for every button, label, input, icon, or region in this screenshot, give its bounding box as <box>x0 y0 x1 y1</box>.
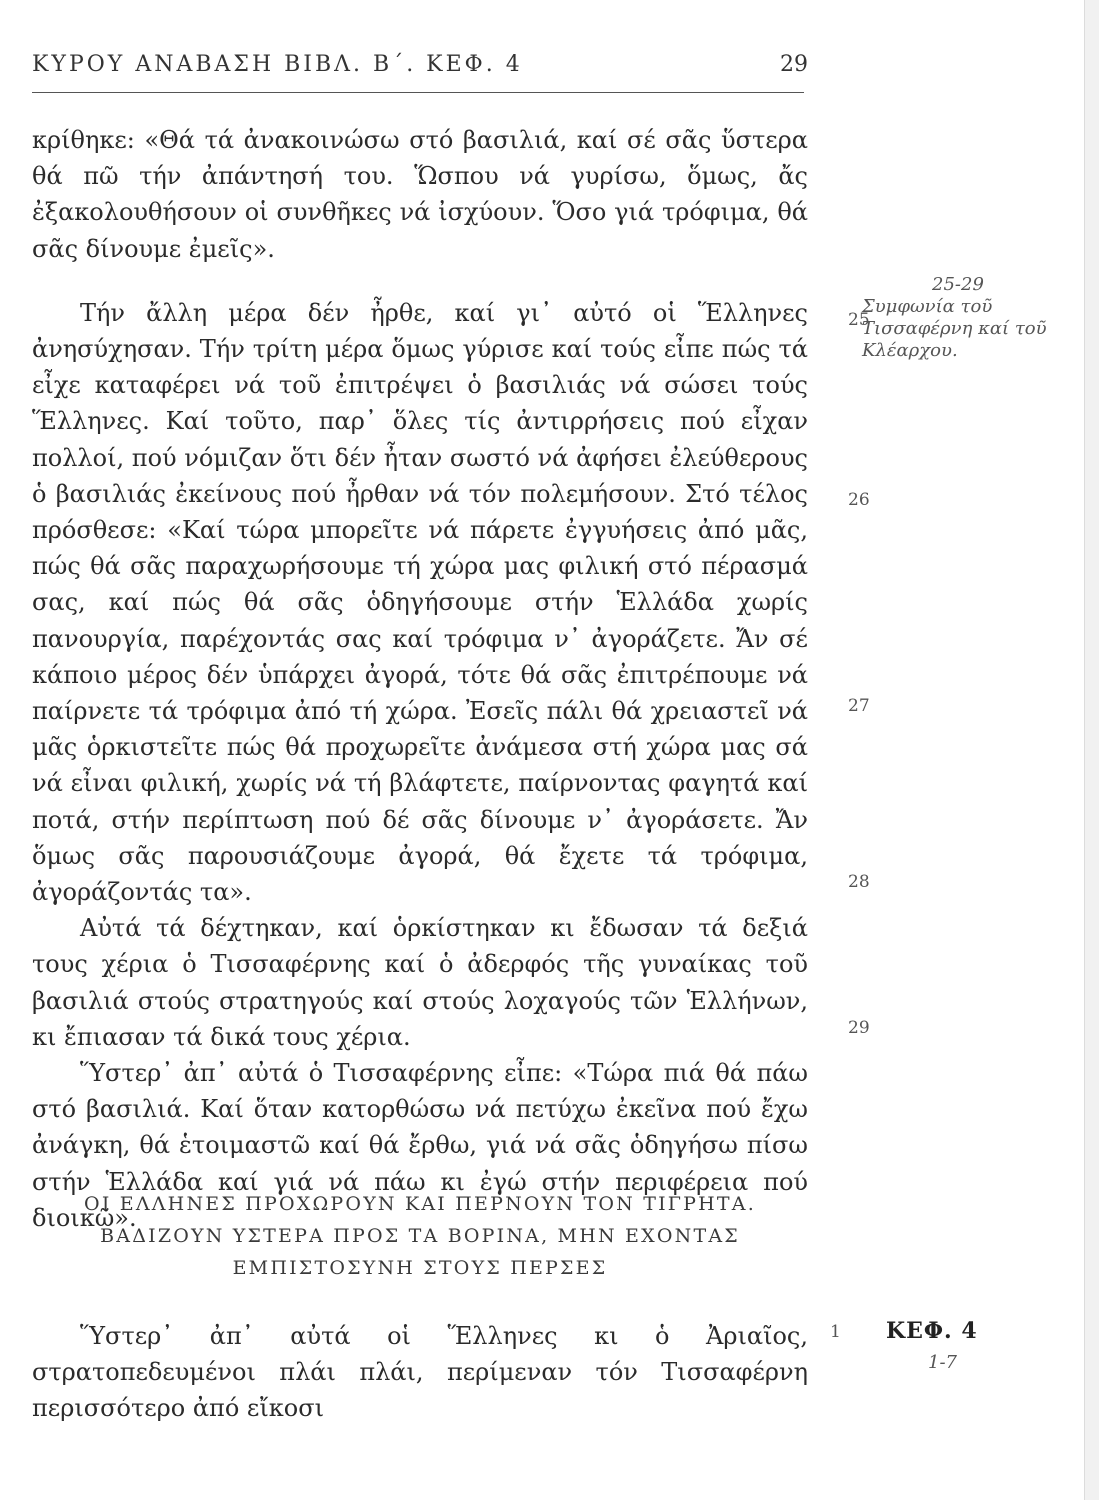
line-number-28: 28 <box>848 872 870 892</box>
page-edge <box>1084 0 1099 1500</box>
paragraph-continued: κρίθηκε: «Θά τά ἀνακοινώσω στό βασιλιά, καί σέ σᾶς ὕστερα θά πῶ τήν ἀπάντησή του. Ὥσπου νά γυρίσω, ὅμως, ἄς ἐξακολουθήσουν οἱ συνθῆκες νά ἰσχύουν. Ὅσο γιά τρόφιμα, θά σᾶς δίνουμε ἐμεῖς». <box>32 126 808 263</box>
running-head <box>32 52 808 86</box>
page-number: 29 <box>780 52 808 77</box>
line-number-27: 27 <box>848 696 870 716</box>
margin-note <box>862 274 1062 362</box>
paragraph-28: Αὐτά τά δέχτηκαν, καί ὁρκίστηκαν κι ἔδωσαν τά δεξιά τους χέρια ὁ Τισσαφέρνης καί ὁ ἀδερφός τῆς γυναίκας τοῦ βασιλιά στούς στρατηγούς καί στούς λοχαγούς τῶν Ἑλλήνων, κι ἔπιασαν τά δικά τους χέρια. <box>32 914 808 1051</box>
margin-note-text: Συμφωνία τοῦ Τισσαφέρνη καί τοῦ Κλέαρχου. <box>862 296 1047 361</box>
line-number-1: 1 <box>830 1322 841 1342</box>
chapter-opening-paragraph: Ὕστερ᾿ ἀπ᾿ αὐτά οἱ Ἕλληνες κι ὁ Ἀριαῖος, στρατοπεδευμένοι πλάι πλάι, περίμεναν τόν Τισσαφέρνη περισσότερο ἀπό εἴκοσι <box>32 1322 808 1423</box>
line-number-25: 25 <box>848 310 870 330</box>
body-text <box>32 122 870 1236</box>
paragraph-29: Ὕστερ᾿ ἀπ᾿ αὐτά ὁ Τισσαφέρνης εἶπε: «Τώρα πιά θά πάω στό βασιλιά. Καί ὅταν κατορθώσω νά πετύχω ἐκεῖνα πού ἔχω ἀνάγκη, θά ἑτοιμαστῶ καί θά ἔρθω, γιά νά σᾶς ὁδηγήσω πίσω στήν Ἑλλάδα καί γιά νά πάω κι ἐγώ στήν περιφέρεια πού διοικῶ». <box>32 1059 808 1232</box>
header-rule <box>32 92 804 93</box>
running-title: ΚΥΡΟΥ ΑΝΑΒΑΣΗ ΒΙΒΛ. Β΄. ΚΕΦ. 4 <box>32 52 523 77</box>
chapter-opening <box>32 1318 808 1427</box>
chapter-label: ΚΕΦ. 4 <box>886 1318 978 1344</box>
line-number-26: 26 <box>848 490 870 510</box>
chapter-range: 1-7 <box>928 1352 957 1373</box>
section-heading: ΟΙ ΕΛΛΗΝΕΣ ΠΡΟΧΩΡΟΥΝ ΚΑΙ ΠΕΡΝΟΥΝ ΤΟΝ ΤΙΓΡΗΤΑ. ΒΑΔΙΖΟΥΝ ΥΣΤΕΡΑ ΠΡΟΣ ΤΑ ΒΟΡΙΝΑ, ΜΗΝ ΕΧΟΝΤΑΣ ΕΜΠΙΣΤΟΣΥΝΗ ΣΤΟΥΣ ΠΕΡΣΕΣ <box>84 1193 756 1279</box>
margin-note-range: 25-29 <box>932 274 984 295</box>
line-number-29: 29 <box>848 1018 870 1038</box>
paragraph-gap <box>32 267 808 295</box>
paragraph-25: Τήν ἄλλη μέρα δέν ἦρθε, καί γι᾿ αὐτό οἱ Ἕλληνες ἀνησύχησαν. Τήν τρίτη μέρα ὅμως γύρισε καί τούς εἶπε πώς τά εἶχε καταφέρει νά τοῦ ἐπιτρέψει ὁ βασιλιάς νά σώσει τούς Ἕλληνες. Καί τοῦτο, παρ᾿ ὅλες τίς ἀντιρρήσεις πού εἶχαν πολλοί, πού νόμιζαν ὅτι δέν ἦταν σωστό νά ἀφήσει ἐλεύθερους ὁ βασιλιάς ἐκείνους πού ἦρθαν νά τόν πολεμήσουν. Στό τέλος πρόσθεσε: «Καί τώρα μπορεῖτε νά πάρετε ἐγγυήσεις ἀπό μᾶς, πώς θά σᾶς παραχωρήσουμε τή χώρα μας φιλική στό πέρασμά σας, καί πώς θά σᾶς ὁδηγήσουμε στήν Ἑλλάδα χωρίς πανουργία, παρέχοντάς σας καί τρόφιμα ν᾿ ἀγοράζετε. Ἄν σέ κάποιο μέρος δέν ὑπάρχει ἀγορά, τότε θά σᾶς ἐπιτρέπουμε νά παίρνετε τά τρόφιμα ἀπό τή χώρα. Ἐσεῖς πάλι θά χρειαστεῖ νά μᾶς ὁρκιστεῖτε πώς θά προχωρεῖτε ἀνάμεσα στή χώρα μας σά νά εἶναι φιλική, χωρίς νά τή βλάφτετε, παίρνοντας φαγητά καί ποτά, στήν περίπτωση πού δέ σᾶς δίνουμε ν᾿ ἀγοράσετε. Ἄν ὅμως σᾶς παρουσιάζουμε ἀγορά, θά ἔχετε τά τρόφιμα, ἀγοράζοντάς τα». <box>32 298 808 907</box>
